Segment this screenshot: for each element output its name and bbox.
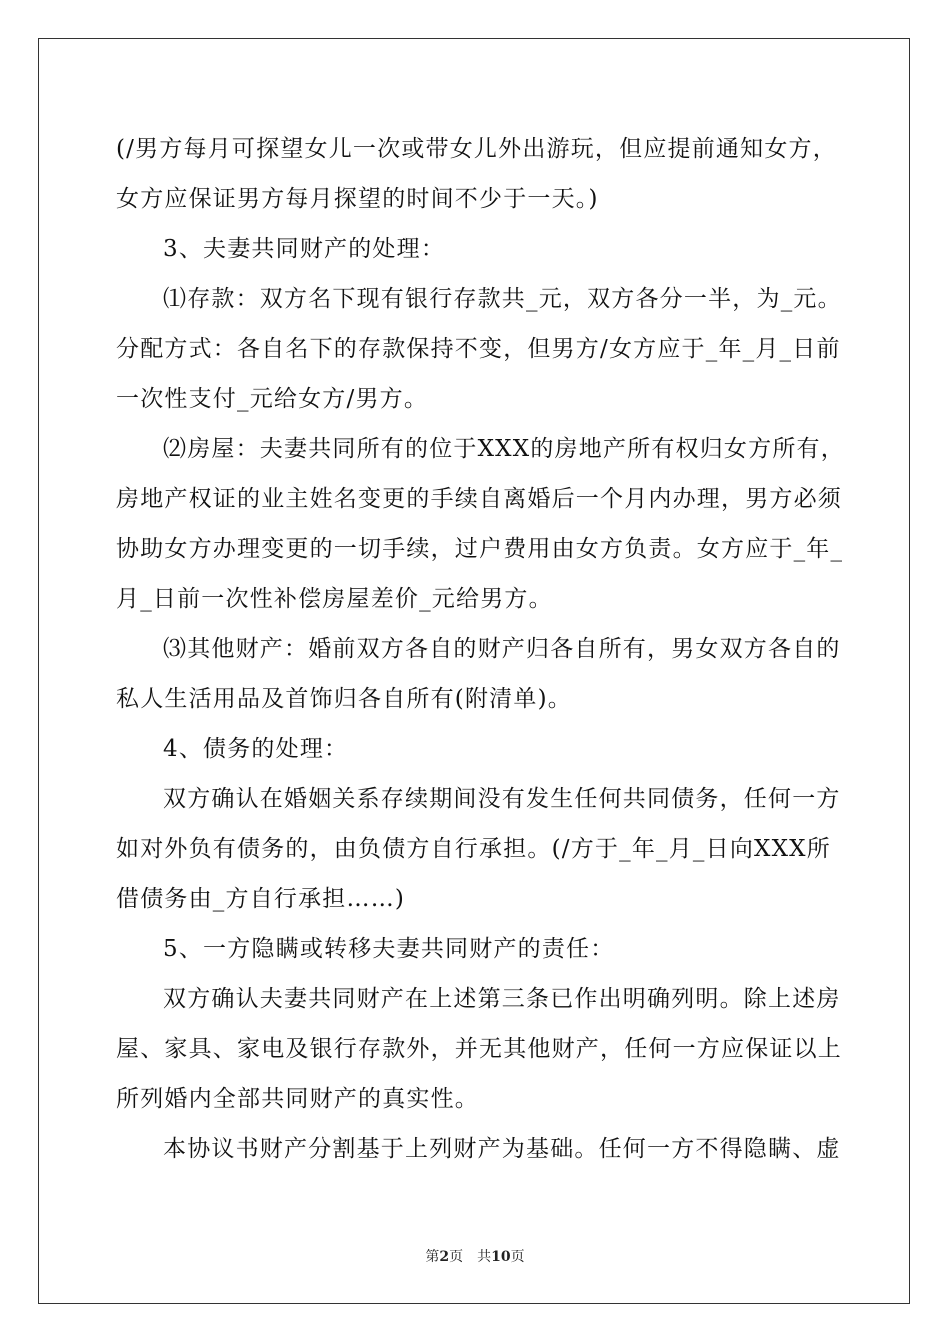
paragraph-line: 所列婚内全部共同财产的真实性。 <box>116 1086 479 1112</box>
page-suffix: 页 <box>449 1249 464 1265</box>
paragraph-line: 一次性支付_元给女方/男方。 <box>116 386 429 412</box>
paragraph-line: 分配方式：各自名下的存款保持不变，但男方/女方应于_年_月_日前 <box>116 336 841 362</box>
page-number <box>425 1249 463 1265</box>
current-page: 2 <box>439 1249 450 1265</box>
paragraph-line: 本协议书财产分割基于上列财产为基础。任何一方不得隐瞒、虚 <box>163 1136 841 1162</box>
total-suffix: 页 <box>510 1249 525 1265</box>
paragraph-line: 屋、家具、家电及银行存款外，并无其他财产，任何一方应保证以上 <box>116 1036 842 1062</box>
paragraph-line: 双方确认在婚姻关系存续期间没有发生任何共同债务，任何一方 <box>163 786 841 812</box>
section-heading: 5、一方隐瞒或转移夫妻共同财产的责任： <box>163 936 615 962</box>
paragraph-line: 月_日前一次性补偿房屋差价_元给男方。 <box>116 586 553 612</box>
section-heading: 4、债务的处理： <box>163 736 349 762</box>
page-total <box>477 1249 524 1265</box>
paragraph-line: ⑵房屋：夫妻共同所有的位于XXX的房地产所有权归女方所有， <box>163 436 845 462</box>
page-footer <box>0 1246 950 1266</box>
total-prefix: 共 <box>477 1249 492 1265</box>
paragraph-line: ⑶其他财产：婚前双方各自的财产归各自所有，男女双方各自的 <box>163 636 841 662</box>
paragraph-line: 借债务由_方自行承担……) <box>116 886 406 912</box>
paragraph-line: 私人生活用品及首饰归各自所有(附清单)。 <box>116 686 572 712</box>
paragraph-line: 女方应保证男方每月探望的时间不少于一天。) <box>116 186 599 212</box>
document-body <box>116 124 845 1174</box>
paragraph-line: 双方确认夫妻共同财产在上述第三条已作出明确列明。除上述房 <box>163 986 841 1012</box>
paragraph-line: (/男方每月可探望女儿一次或带女儿外出游玩，但应提前通知女方， <box>116 136 837 162</box>
total-pages: 10 <box>491 1249 511 1265</box>
section-heading: 3、夫妻共同财产的处理： <box>163 236 446 262</box>
page-prefix: 第 <box>425 1249 440 1265</box>
paragraph-line: 协助女方办理变更的一切手续，过户费用由女方负责。女方应于_年_ <box>116 536 844 562</box>
paragraph-line: 如对外负有债务的，由负债方自行承担。(/方于_年_月_日向XXX所 <box>116 836 831 862</box>
paragraph-line: ⑴存款：双方名下现有银行存款共_元，双方各分一半，为_元。 <box>163 286 842 312</box>
paragraph-line: 房地产权证的业主姓名变更的手续自离婚后一个月内办理，男方必须 <box>116 486 842 512</box>
